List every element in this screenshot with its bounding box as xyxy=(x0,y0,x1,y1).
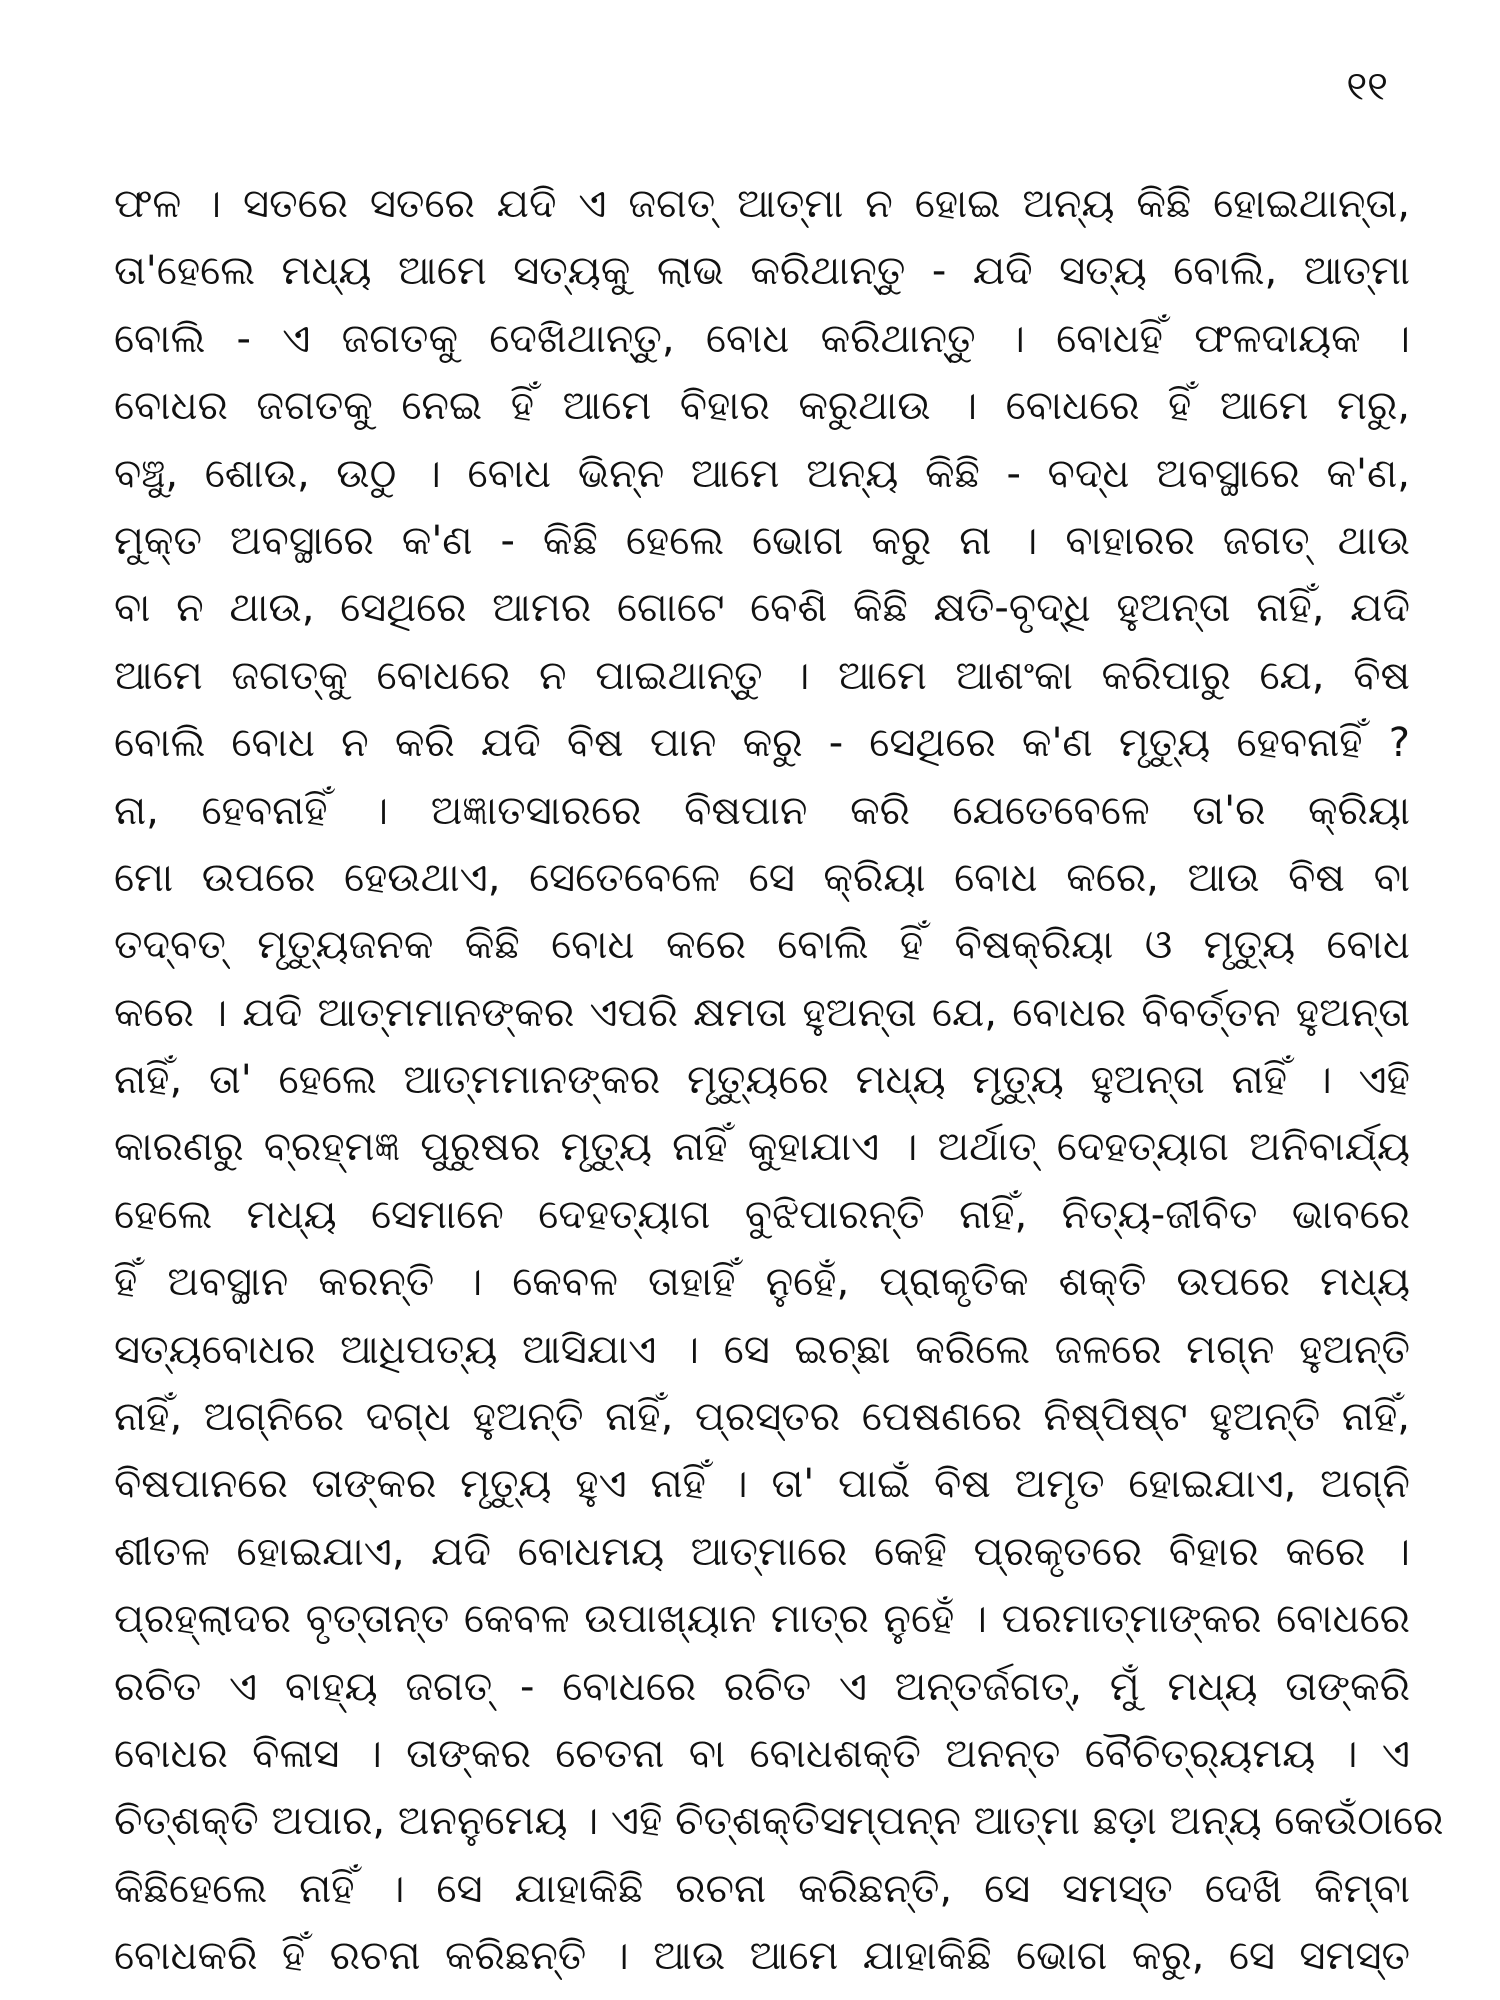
text-line: ସତ୍ୟବୋଧର ଆଧିପତ୍ୟ ଆସିଯାଏ । ସେ ଇଚ୍ଛା କରିଲେ ଜଳରେ ମଗ୍ନ ହୁଅନ୍ତି xyxy=(114,1326,1410,1373)
text-line: ହିଁ ଅବସ୍ଥାନ କରନ୍ତି । କେବଳ ତାହାହିଁ ନୁହେଁ, ପ୍ରାକୃତିକ ଶକ୍ତି ଉପରେ ମଧ୍ୟ xyxy=(114,1259,1410,1306)
text-line: କରେ । ଯଦି ଆତ୍ମମାନଙ୍କର ଏପରି କ୍ଷମତା ହୁଅନ୍ତା ଯେ, ବୋଧର ବିବର୍ତ୍ତନ ହୁଅନ୍ତା xyxy=(114,989,1410,1036)
text-line: ବିଷପାନରେ ତାଙ୍କର ମୃତ୍ୟୁ ହୁଏ ନାହିଁ । ତା' ପାଇଁ ବିଷ ଅମୃତ ହୋଇଯାଏ, ଅଗ୍ନି xyxy=(114,1461,1410,1508)
text-line: ବୋଲି - ଏ ଜଗତକୁ ଦେଖିଥାନ୍ତୁ, ବୋଧ କରିଥାନ୍ତୁ । ବୋଧହିଁ ଫଳଦାୟକ । xyxy=(114,315,1410,362)
text-line: ଶୀତଳ ହୋଇଯାଏ, ଯଦି ବୋଧମୟ ଆତ୍ମାରେ କେହି ପ୍ରକୃତରେ ବିହାର କରେ । xyxy=(114,1528,1410,1575)
text-line: ହେଲେ ମଧ୍ୟ ସେମାନେ ଦେହତ୍ୟାଗ ବୁଝିପାରନ୍ତି ନାହିଁ, ନିତ୍ୟ-ଜୀବିତ ଭାବରେ xyxy=(114,1191,1410,1238)
page-number: ୧୧ xyxy=(1346,64,1388,110)
text-line: ତଦ୍‌ବତ୍ ମୃତ୍ୟୁଜନକ କିଛି ବୋଧ କରେ ବୋଲି ହିଁ ବିଷକ୍ରିୟା ଓ ମୃତ୍ୟୁ ବୋଧ xyxy=(114,922,1410,969)
text-line: ବଞ୍ଚୁ, ଶୋଉ, ଉଠୁ । ବୋଧ ଭିନ୍ନ ଆମେ ଅନ୍ୟ କିଛି - ବଦ୍ଧ ଅବସ୍ଥାରେ କ'ଣ, xyxy=(114,450,1410,497)
text-line: କାରଣରୁ ବ୍ରହ୍ମଜ୍ଞ ପୁରୁଷର ମୃତ୍ୟୁ ନାହିଁ କୁହାଯାଏ । ଅର୍ଥାତ୍ ଦେହତ୍ୟାଗ ଅନିବାର୍ଯ୍ୟ xyxy=(114,1124,1410,1171)
text-line: ଫଳ । ସତରେ ସତରେ ଯଦି ଏ ଜଗତ୍ ଆତ୍ମା ନ ହୋଇ ଅନ୍ୟ କିଛି ହୋଇଥାନ୍ତା, xyxy=(114,181,1410,227)
text-line: ବୋଧର ଜଗତକୁ ନେଇ ହିଁ ଆମେ ବିହାର କରୁଥାଉ । ବୋଧରେ ହିଁ ଆମେ ମରୁ, xyxy=(114,383,1410,430)
text-line: ମୋ ଉପରେ ହେଉଥାଏ, ସେତେବେଳେ ସେ କ୍ରିୟା ବୋଧ କରେ, ଆଉ ବିଷ ବା xyxy=(114,854,1410,901)
text-line: ବୋଧକରି ହିଁ ରଚନା କରିଛନ୍ତି । ଆଉ ଆମେ ଯାହାକିଛି ଭୋଗ କରୁ, ସେ ସମସ୍ତ xyxy=(114,1933,1410,1980)
body-text xyxy=(114,174,1444,1994)
text-line: ପ୍ରହ୍ଲାଦର ବୃତ୍ତାନ୍ତ କେବଳ ଉପାଖ୍ୟାନ ମାତ୍ର ନୁହେଁ । ପରମାତ୍ମାଙ୍କର ବୋଧରେ xyxy=(114,1596,1410,1643)
text-line: ନାହିଁ, ତା' ହେଲେ ଆତ୍ମମାନଙ୍କର ମୃତ୍ୟୁରେ ମଧ୍ୟ ମୃତ୍ୟୁ ହୁଅନ୍ତା ନାହିଁ । ଏହି xyxy=(114,1057,1410,1104)
text-line: ନାହିଁ, ଅଗ୍ନିରେ ଦଗ୍ଧ ହୁଅନ୍ତି ନାହିଁ, ପ୍ରସ୍ତର ପେଷଣରେ ନିଷ୍ପିଷ୍ଟ ହୁଅନ୍ତି ନାହିଁ, xyxy=(114,1394,1410,1441)
text-line: ମୁକ୍ତ ଅବସ୍ଥାରେ କ'ଣ - କିଛି ହେଲେ ଭୋଗ କରୁ ନା । ବାହାରର ଜଗତ୍ ଥାଉ xyxy=(114,517,1410,564)
text-line: ତା'ହେଲେ ମଧ୍ୟ ଆମେ ସତ୍ୟକୁ ଲାଭ କରିଥାନ୍ତୁ - ଯଦି ସତ୍ୟ ବୋଲି, ଆତ୍ମା xyxy=(114,248,1410,295)
text-line: ବୋଲି ବୋଧ ନ କରି ଯଦି ବିଷ ପାନ କରୁ - ସେଥିରେ କ'ଣ ମୃତ୍ୟୁ ହେବନାହିଁ ? xyxy=(114,720,1410,767)
text-line: ବୋଧର ବିଳାସ । ତାଙ୍କର ଚେତନା ବା ବୋଧଶକ୍ତି ଅନନ୍ତ ବୈଚିତ୍ର୍ୟମୟ । ଏ xyxy=(114,1730,1410,1777)
text-line: ରଚିତ ଏ ବାହ୍ୟ ଜଗତ୍ - ବୋଧରେ ରଚିତ ଏ ଅନ୍ତର୍ଜଗତ୍, ମୁଁ ମଧ୍ୟ ତାଙ୍କରି xyxy=(114,1663,1410,1710)
text-line: ଚିତ୍‌ଶକ୍ତି ଅପାର, ଅନନୁମେୟ । ଏହି ଚିତ୍‌ଶକ୍ତିସମ୍ପନ୍ନ ଆତ୍ମା ଛଡ଼ା ଅନ୍ୟ କେଉଁଠାରେ xyxy=(114,1798,1444,1845)
text-line: ନା, ହେବନାହିଁ । ଅଜ୍ଞାତସାରରେ ବିଷପାନ କରି ଯେତେବେଳେ ତା'ର କ୍ରିୟା xyxy=(114,787,1410,834)
text-line: ବା ନ ଥାଉ, ସେଥିରେ ଆମର ଗୋଟେ ବେଶି କିଛି କ୍ଷତି-ବୃଦ୍ଧି ହୁଅନ୍ତା ନାହିଁ, ଯଦି xyxy=(114,585,1410,632)
text-line: କିଛିହେଲେ ନାହିଁ । ସେ ଯାହାକିଛି ରଚନା କରିଛନ୍ତି, ସେ ସମସ୍ତ ଦେଖି କିମ୍ବା xyxy=(114,1865,1410,1912)
text-line: ଆମେ ଜଗତ୍‌କୁ ବୋଧରେ ନ ପାଇଥାନ୍ତୁ । ଆମେ ଆଶଂକା କରିପାରୁ ଯେ, ବିଷ xyxy=(114,652,1410,699)
